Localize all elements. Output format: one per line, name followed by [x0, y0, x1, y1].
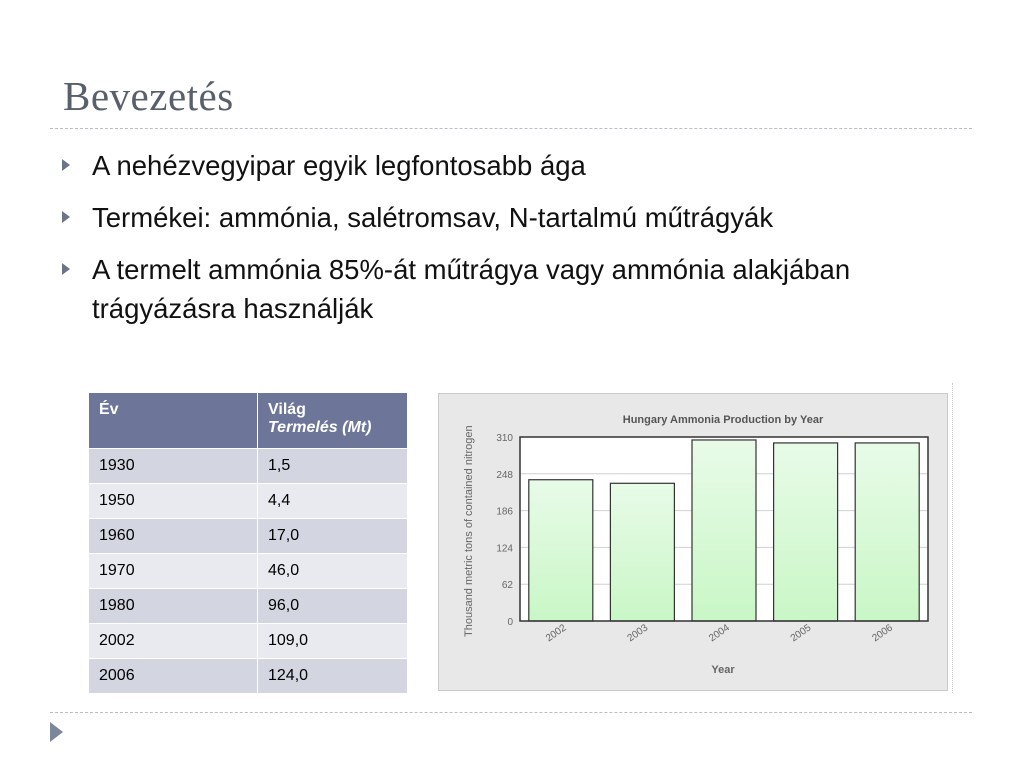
year-cell: 1960 [89, 519, 258, 554]
year-cell: 1930 [89, 449, 258, 484]
chart-bar [692, 440, 756, 621]
value-cell: 96,0 [258, 589, 408, 624]
chart-x-tick-label: 2002 [543, 622, 569, 645]
chart-canvas [439, 394, 949, 692]
header-production [258, 393, 408, 449]
chart-bar [774, 443, 838, 621]
table-row [89, 449, 408, 484]
next-slide-arrow-icon[interactable] [50, 722, 63, 742]
chart-x-tick-label: 2004 [707, 622, 732, 645]
chart-x-tick-label: 2003 [625, 622, 651, 645]
bullet-text: Termékei: ammónia, salétromsav, N-tartalmú műtrágyák [92, 202, 774, 233]
bullet-text: A termelt ammónia 85%-át műtrágya vagy ammónia alakjában trágyázásra használják [92, 254, 851, 324]
header-year: Év [89, 393, 258, 449]
production-table [88, 392, 408, 694]
chart-y-tick-label: 0 [507, 617, 513, 628]
header-world: Világ [268, 401, 306, 418]
table-row [89, 484, 408, 519]
triangle-right-icon [62, 211, 70, 223]
triangle-right-icon [62, 263, 70, 275]
bullet-item [62, 198, 962, 237]
chart-y-tick-label: 310 [496, 433, 513, 444]
chart-x-tick-label: 2005 [788, 622, 814, 645]
bullet-item [62, 146, 962, 185]
chart-y-tick-label: 248 [496, 469, 513, 481]
chart-bar [529, 480, 593, 621]
year-cell: 1970 [89, 554, 258, 589]
table-row [89, 624, 408, 659]
value-cell: 109,0 [258, 624, 408, 659]
table-row [89, 589, 408, 624]
ammonia-chart [438, 393, 948, 691]
header-production-unit: Termelés (Mt) [268, 419, 372, 436]
table-header-row [89, 393, 408, 449]
value-cell: 46,0 [258, 554, 408, 589]
year-cell: 2002 [89, 624, 258, 659]
chart-title: Hungary Ammonia Production by Year [622, 414, 824, 426]
value-cell: 1,5 [258, 449, 408, 484]
table-row [89, 519, 408, 554]
bullet-item [62, 250, 962, 328]
bullet-list [62, 146, 962, 341]
chart-y-tick-label: 124 [496, 543, 513, 555]
value-cell: 124,0 [258, 659, 408, 694]
title-divider [50, 128, 972, 129]
chart-x-tick-label: 2006 [870, 622, 895, 645]
slide-title: Bevezetés [63, 73, 234, 119]
chart-edge-dots [952, 383, 959, 693]
table-row [89, 659, 408, 694]
table-row [89, 554, 408, 589]
bullet-text: A nehézvegyipar egyik legfontosabb ága [92, 150, 586, 181]
value-cell: 17,0 [258, 519, 408, 554]
chart-bar [855, 443, 919, 621]
triangle-right-icon [62, 159, 70, 171]
chart-x-axis-label: Year [711, 664, 735, 676]
chart-bar [610, 483, 674, 621]
chart-y-tick-label: 186 [496, 506, 513, 518]
year-cell: 1950 [89, 484, 258, 519]
chart-y-tick-label: 62 [501, 580, 513, 592]
chart-y-axis-label: Thousand metric tons of contained nitrogen [463, 425, 475, 637]
footer-divider [50, 712, 972, 713]
value-cell: 4,4 [258, 484, 408, 519]
year-cell: 2006 [89, 659, 258, 694]
year-cell: 1980 [89, 589, 258, 624]
